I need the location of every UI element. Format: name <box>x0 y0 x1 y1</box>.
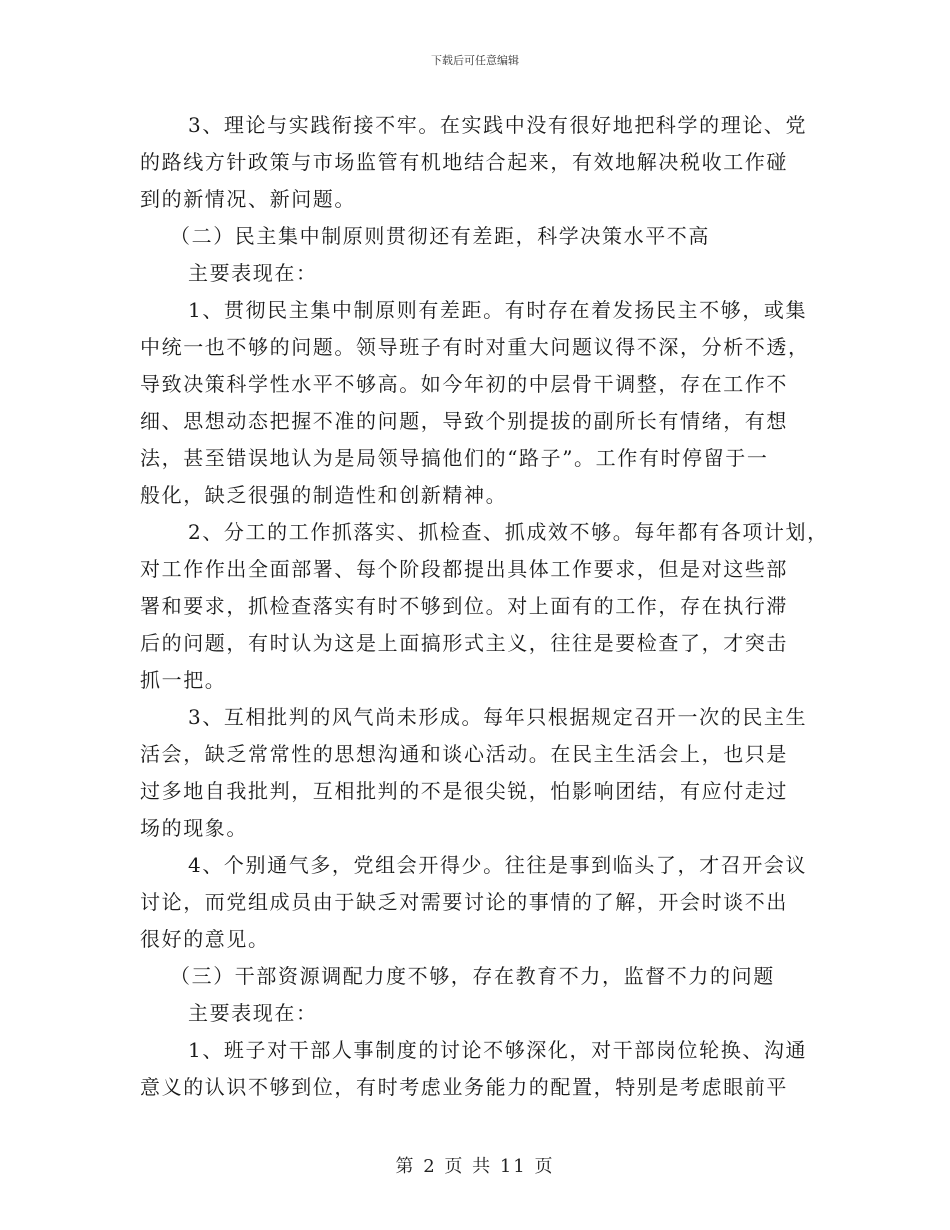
text-line: 法，甚至错误地认为是局领导搞他们的“路子”。工作有时停留于一 <box>140 446 769 470</box>
text-line: 场的现象。 <box>140 816 248 840</box>
text-line: 主要表现在： <box>188 1001 318 1025</box>
text-line: 3、理论与实践衔接不牢。在实践中没有很好地把科学的理论、党 <box>188 113 808 137</box>
text-line: 过多地自我批判，互相批判的不是很尖锐，怕影响团结，有应付走过 <box>140 779 788 803</box>
text-line: 活会，缺乏常常性的思想沟通和谈心活动。在民主生活会上，也只是 <box>140 742 788 766</box>
text-line: 2、分工的工作抓落实、抓检查、抓成效不够。每年都有各项计划， <box>188 520 829 544</box>
page-number: 第 2 页 共 11 页 <box>395 1156 555 1177</box>
text-line: 4、个别通气多，党组会开得少。往往是事到临头了，才召开会议 <box>188 853 808 877</box>
text-line: 3、互相批判的风气尚未形成。每年只根据规定召开一次的民主生 <box>188 705 808 729</box>
text-line: 1、班子对干部人事制度的讨论不够深化，对干部岗位轮换、沟通 <box>188 1038 808 1062</box>
text-line: 抓一把。 <box>140 668 227 692</box>
text-line: 后的问题，有时认为这是上面搞形式主义，往往是要检查了，才突击 <box>140 631 788 655</box>
text-line: 1、贯彻民主集中制原则有差距。有时存在着发扬民主不够，或集 <box>188 298 808 322</box>
text-line: 意义的认识不够到位，有时考虑业务能力的配置，特别是考虑眼前平 <box>140 1075 788 1099</box>
text-line: 署和要求，抓检查落实有时不够到位。对上面有的工作，存在执行滞 <box>140 594 788 618</box>
text-line: 主要表现在： <box>188 261 318 285</box>
page-header: 下载后可任意编辑 <box>431 54 519 67</box>
text-line: 般化，缺乏很强的制造性和创新精神。 <box>140 483 508 507</box>
text-line: 细、思想动态把握不准的问题，导致个别提拔的副所长有情绪，有想 <box>140 409 788 433</box>
section-heading: （三）干部资源调配力度不够，存在教育不力，监督不力的问题 <box>170 964 775 988</box>
text-line: 讨论，而党组成员由于缺乏对需要讨论的事情的了解，开会时谈不出 <box>140 890 788 914</box>
text-line: 到的新情况、新问题。 <box>140 187 356 211</box>
text-line: 的路线方针政策与市场监管有机地结合起来，有效地解决税收工作碰 <box>140 150 788 174</box>
text-line: 很好的意见。 <box>140 927 270 951</box>
section-heading: （二）民主集中制原则贯彻还有差距，科学决策水平不高 <box>170 224 710 248</box>
text-line: 导致决策科学性水平不够高。如今年初的中层骨干调整，存在工作不 <box>140 372 788 396</box>
text-line: 中统一也不够的问题。领导班子有时对重大问题议得不深，分析不透， <box>140 335 810 359</box>
text-line: 对工作作出全面部署、每个阶段都提出具体工作要求，但是对这些部 <box>140 557 788 581</box>
